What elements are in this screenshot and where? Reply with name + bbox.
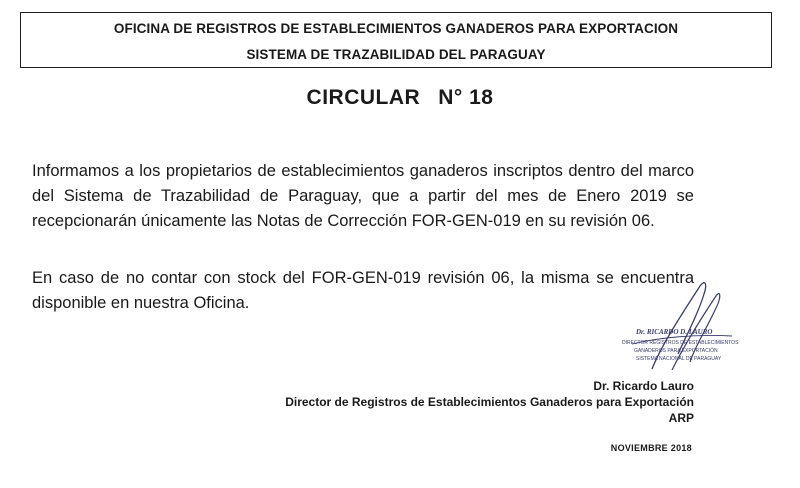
signatory-position: Director de Registros de Establecimientos Ganaderos para Exportación: [285, 395, 694, 409]
stamp-text: Dr. RICARDO D. LAURO: [636, 328, 713, 336]
signature-stamp: [612, 274, 762, 374]
system-title: SISTEMA DE TRAZABILIDAD DEL PARAGUAY: [246, 47, 546, 62]
circular-label: CIRCULAR: [306, 86, 421, 109]
stamp-text: DIRECTOR REGISTROS DE ESTABLECIMIENTOS: [622, 340, 739, 346]
signatory-name: Dr. Ricardo Lauro: [593, 379, 694, 393]
signature-block: [285, 378, 694, 426]
office-title: OFICINA DE REGISTROS DE ESTABLECIMIENTOS GANADEROS PARA EXPORTACION: [113, 21, 679, 36]
circular-number: N° 18: [438, 86, 494, 109]
header-box: [20, 12, 772, 68]
circular-title: [0, 86, 800, 110]
stamp-text: GANADEROS PARA EXPORTACIÓN: [634, 348, 718, 354]
stamp-text: SISTEMA NACIONAL DE PARAGUAY: [636, 356, 722, 362]
signatory-org: ARP: [668, 411, 694, 425]
body-paragraph-2: En caso de no contar con stock del FOR-GEN-019 revisión 06, la misma se encuentra disponible en nuestra Oficina.: [32, 269, 694, 312]
document-date: NOVIEMBRE 2018: [610, 443, 692, 453]
body-paragraph-1: Informamos a los propietarios de establecimientos ganaderos inscriptos dentro del marco del Sistema de Trazabilidad de Paraguay, que a partir del mes de Enero 2019 se recepcionarán únicamente las Notas de Corrección FOR-GEN-019 en su revisión 06.: [32, 162, 694, 230]
